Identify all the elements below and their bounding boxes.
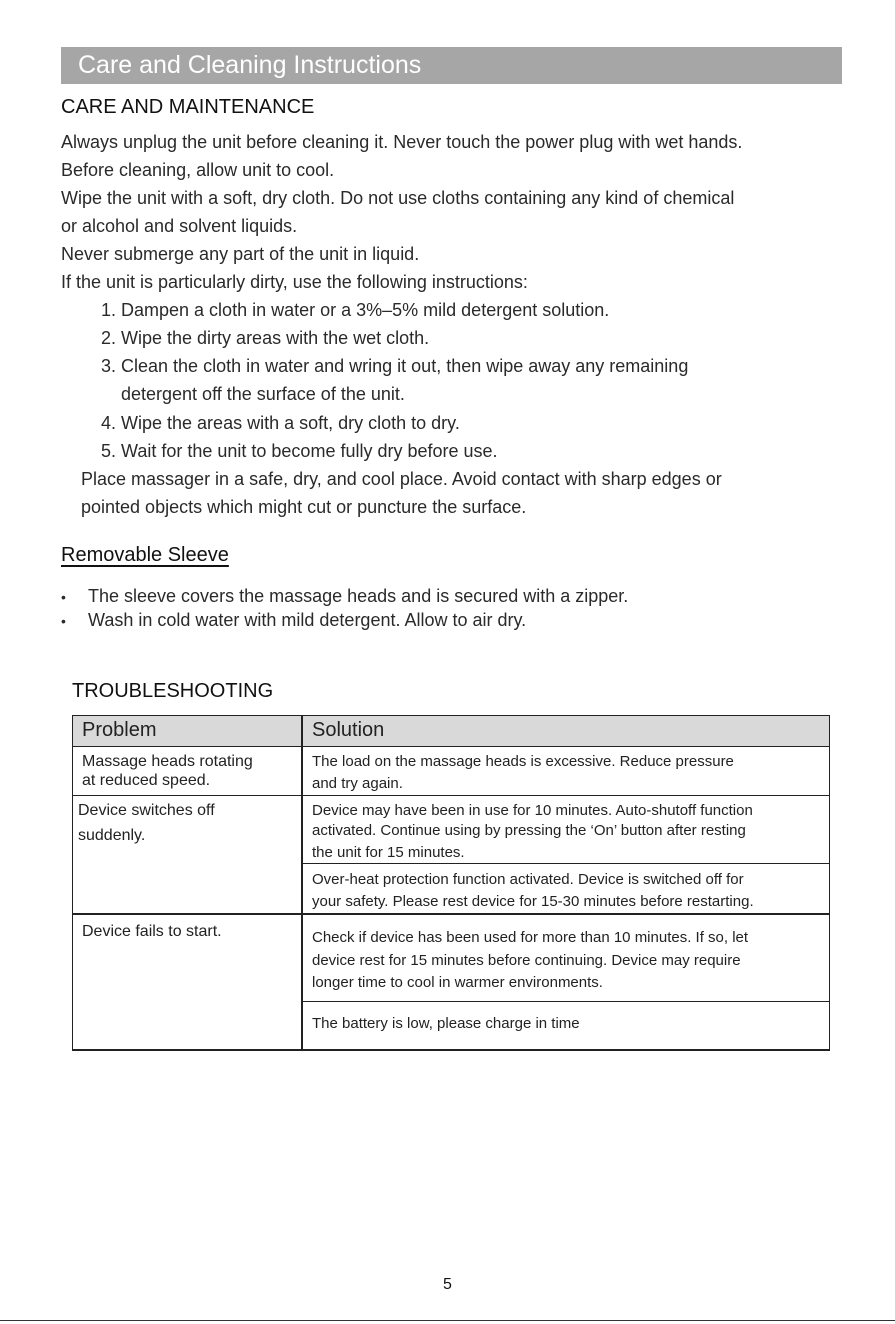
sleeve-bullet-text: Wash in cold water with mild detergent. Allow to air dry.: [88, 610, 527, 630]
problem-cell: Device switches off: [78, 802, 215, 819]
troubleshooting-heading: TROUBLESHOOTING: [72, 680, 274, 702]
solution-cell: device rest for 15 minutes before continuing. Device may require: [312, 952, 741, 969]
solution-cell: and try again.: [312, 775, 403, 792]
cleaning-step: 1. Dampen a cloth in water or a 3%–5% mild detergent solution.: [101, 300, 610, 320]
table-border: [72, 715, 73, 1051]
column-header-solution: Solution: [312, 719, 385, 741]
solution-cell: Check if device has been used for more than 10 minutes. If so, let: [312, 929, 749, 946]
cleaning-step: 3. Clean the cloth in water and wring it out, then wipe away any remaining: [101, 356, 689, 376]
table-header-background: [72, 715, 830, 746]
solution-cell: Device may have been in use for 10 minutes. Auto-shutoff function: [312, 802, 753, 819]
bullet-icon: •: [61, 589, 66, 606]
page-number: 5: [443, 1276, 452, 1293]
care-line: If the unit is particularly dirty, use the following instructions:: [61, 272, 528, 292]
bullet-icon: •: [61, 613, 66, 630]
cleaning-step: 2. Wipe the dirty areas with the wet cloth.: [101, 328, 430, 348]
cleaning-step: detergent off the surface of the unit.: [121, 384, 405, 404]
problem-cell: Device fails to start.: [82, 923, 222, 940]
section-banner: Care and Cleaning Instructions: [61, 47, 842, 84]
table-row-divider: [72, 746, 830, 747]
cleaning-step: 5. Wait for the unit to become fully dry before use.: [101, 441, 498, 461]
solution-cell: Over-heat protection function activated. Device is switched off for: [312, 871, 744, 888]
table-row-divider: [72, 913, 830, 915]
sleeve-bullet: [61, 586, 628, 607]
table-subrow-divider: [302, 1001, 830, 1002]
storage-line: pointed objects which might cut or puncture the surface.: [81, 497, 527, 517]
solution-cell: longer time to cool in warmer environments.: [312, 974, 603, 991]
problem-cell: suddenly.: [78, 827, 146, 844]
care-heading: CARE AND MAINTENANCE: [61, 96, 315, 118]
sleeve-heading: Removable Sleeve: [61, 544, 229, 566]
table-border: [72, 1049, 830, 1051]
sleeve-bullet: [61, 610, 526, 631]
care-line: Always unplug the unit before cleaning it. Never touch the power plug with wet hands.: [61, 132, 743, 152]
table-border: [72, 715, 830, 716]
solution-cell: The load on the massage heads is excessive. Reduce pressure: [312, 753, 734, 770]
solution-cell: the unit for 15 minutes.: [312, 844, 465, 861]
solution-cell: activated. Continue using by pressing the ‘On’ button after resting: [312, 822, 746, 839]
care-line: Wipe the unit with a soft, dry cloth. Do not use cloths containing any kind of chemical: [61, 188, 735, 208]
care-line: Before cleaning, allow unit to cool.: [61, 160, 335, 180]
column-header-problem: Problem: [82, 719, 157, 741]
care-line: or alcohol and solvent liquids.: [61, 216, 298, 236]
troubleshooting-table: [72, 715, 830, 1050]
solution-cell: your safety. Please rest device for 15-30 minutes before restarting.: [312, 893, 754, 910]
sleeve-bullet-text: The sleeve covers the massage heads and is secured with a zipper.: [88, 586, 629, 606]
page-bottom-rule: [0, 1320, 895, 1321]
storage-line: Place massager in a safe, dry, and cool place. Avoid contact with sharp edges or: [81, 469, 722, 489]
table-row-divider: [72, 795, 830, 796]
problem-cell: Massage heads rotating: [82, 753, 253, 770]
solution-cell: The battery is low, please charge in time: [312, 1015, 580, 1032]
problem-cell: at reduced speed.: [82, 772, 211, 789]
cleaning-step: 4. Wipe the areas with a soft, dry cloth to dry.: [101, 413, 460, 433]
care-line: Never submerge any part of the unit in liquid.: [61, 244, 420, 264]
